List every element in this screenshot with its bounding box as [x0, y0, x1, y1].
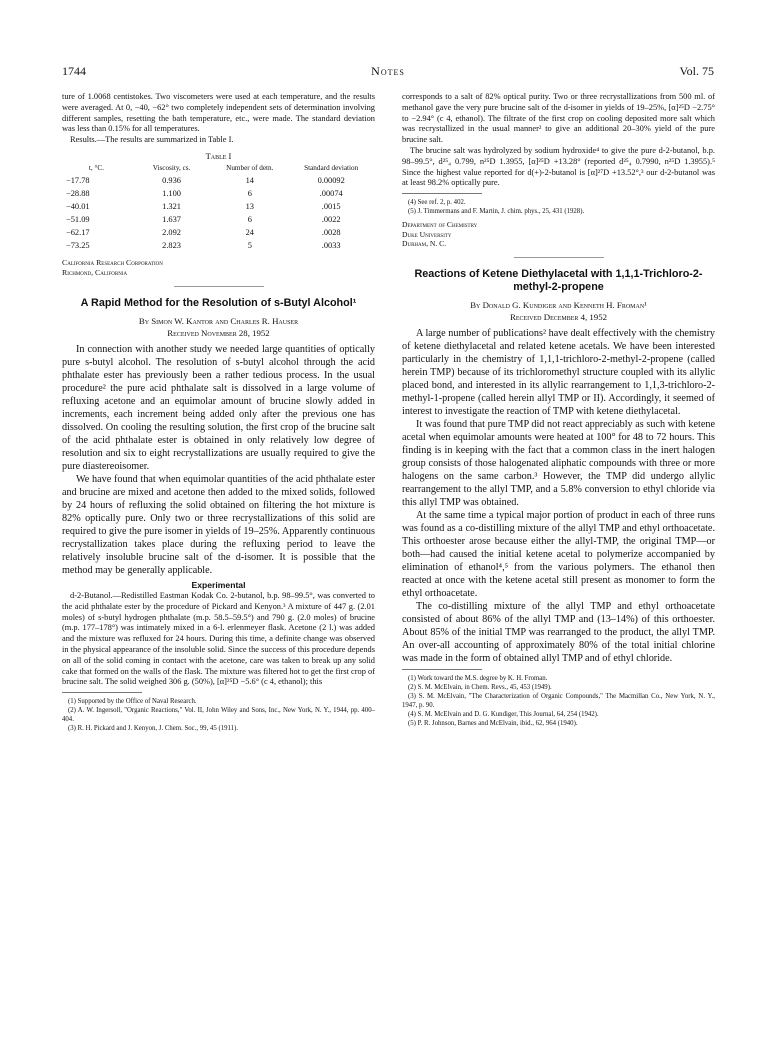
- intro-paragraph: ture of 1.0068 centistokes. Two viscometers were used at each temperature, and the results were averaged. At 0, −40, −62° two completely independent sets of determination involving different samples, resetting the bath temperature, etc., were made. The standard deviation was less than 0.15% for all temperatures.: [62, 92, 375, 134]
- table-cell: 2.092: [162, 227, 181, 237]
- left-column: [62, 92, 375, 733]
- table-cell: .0028: [321, 227, 341, 237]
- footnote: (1) Work toward the M.S. degree by K. H. Froman.: [408, 674, 548, 682]
- table-row: [62, 174, 375, 187]
- footnotes: [402, 669, 715, 728]
- table-cell: 1.637: [162, 214, 181, 224]
- affiliation-line: Durham, N. C.: [402, 239, 447, 249]
- table-header: Viscosity, cs.: [152, 163, 191, 172]
- table-header: Standard deviation: [304, 163, 359, 172]
- footnote: (5) J. Timmermans and F. Martin, J. chim. phys., 25, 431 (1928).: [408, 208, 585, 216]
- table-cell: 2.823: [162, 240, 181, 250]
- table-cell: −73.25: [66, 240, 90, 250]
- footnote: (1) Supported by the Office of Naval Research.: [68, 698, 197, 706]
- viscosity-table: [62, 163, 375, 252]
- table-cell: 24: [245, 227, 254, 237]
- continued-paragraph: corresponds to a salt of 82% optical purity. Two or three recrystallizations from 500 ml. of methanol gave the very pure brucine salt of the d-isomer in yields of 19–25%, [α]²⁵D −2.75° to −2.94° (c 4, ethanol). The filtrate of the first crop on cooling deposited more salt which was recrystallized in the usual manner² to give an additional 20–30% yield of the pure brucine salt.: [402, 92, 715, 145]
- affiliation-line: Richmond, California: [62, 267, 128, 277]
- article-title: A Rapid Method for the Resolution of s-Butyl Alcohol¹: [80, 296, 357, 309]
- affiliation-line: Duke University: [402, 229, 452, 239]
- table-cell: 1.100: [162, 188, 181, 198]
- table-header-row: [62, 163, 375, 174]
- table-cell: 13: [245, 201, 254, 211]
- footnotes: [402, 193, 715, 216]
- table-row: [62, 200, 375, 213]
- body-paragraph: A large number of publications² have dealt effectively with the chemistry of ketene diethylacetal and related ketene acetals. We have been interested particularly in the chemistry of 1,1,1-trichloro-2-methyl-2-propene (called herein TMP) because of its trichloromethyl structure coupled with its allylic placed bond, and interested in its allylic rearrangement to 1,1,3-trichloro-2-methyl-1-propene (called herein allyl TMP or II). Accordingly, it seemed of interest to investigate the reaction of TMP with ketene diethylacetal.: [402, 327, 715, 417]
- volume-number: Vol. 75: [679, 64, 714, 78]
- article-title: Reactions of Ketene Diethylacetal with 1,1,1-Trichloro-2-methyl-2-propene: [414, 267, 703, 293]
- table-cell: −40.01: [66, 201, 90, 211]
- section-divider: [174, 286, 264, 287]
- table-row: [62, 226, 375, 239]
- body-paragraph: It was found that pure TMP did not react appreciably as such with ketene acetal when equimolar amounts were heated at 100° for 48 to 72 hours. This finding is in keeping with the fact that a common class in the inert halogen group consists of those halogenated aliphatic compounds with three or more halogens on the same carbon.³ However, the TMP did undergo allylic rearrangement to the allyl TMP, and a 5.8% conversion to ethyl chloride via this allyl TMP was obtained.: [402, 418, 715, 508]
- article-byline: By Donald G. Kundiger and Kenneth H. Froman¹: [470, 299, 647, 310]
- running-head: Notes: [371, 64, 405, 78]
- footnote: (4) See ref. 2, p. 402.: [408, 199, 466, 207]
- results-line: Results.—The results are summarized in Table I.: [70, 135, 234, 145]
- table-cell: .0033: [321, 240, 341, 250]
- footnote: (2) S. M. McElvain, in Chem. Revs., 45, 453 (1949).: [408, 683, 552, 691]
- footnote-rule: [402, 669, 482, 670]
- table-header: t, °C.: [88, 163, 104, 172]
- table-cell: 5: [247, 240, 252, 250]
- table-cell: −17.78: [66, 175, 90, 185]
- table-cell: 0.936: [162, 175, 181, 185]
- affiliation-line: California Research Corporation: [62, 257, 163, 267]
- footnotes: [62, 692, 375, 733]
- page-header: [62, 64, 714, 84]
- body-paragraph: At the same time a typical major portion of product in each of three runs was found as a co-distilling mixture of the allyl TMP and ethyl orthoacetate. This orthoester arose because either the allyl-TMP, the original TMP—or both—had caused the initial ketene acetal to polymerize accompanied by elimination of ethanol⁴,⁵ from the various polymers. The ethanol then reacted at once with the ketene acetal still present as monomer to form the ethyl orthoacetate.: [402, 509, 715, 599]
- body-paragraph: We have found that when equimolar quantities of the acid phthalate ester and brucine are mixed and acetone then added to the mixed solids, followed by 24 hours of refluxing the solid obtained on filtering the hot mixture is 82% optically pure. Only two or three recrystallizations of this solid are required to give the pure isomer in yields of 19–25%. Apparently continuous recrystallization takes place during the refluxing period to leave the relatively insoluble brucine salt of the d-isomer. It is possible that the method may be generally applicable.: [62, 473, 375, 576]
- footnote: (2) A. W. Ingersoll, "Organic Reactions," Vol. II, John Wiley and Sons, Inc., New York, N. Y., 1944, pp. 400–404.: [62, 707, 375, 724]
- experimental-paragraph: d-2-Butanol.—Redistilled Eastman Kodak Co. 2-butanol, b.p. 98–99.5°, was converted to the acid phthalate ester by the procedure of Pickard and Kenyon.³ A mixture of 447 g. (2.01 moles) of s-butyl hydrogen phthalate (m.p. 58.5–59.5°) and 790 g. (2.0 moles) of brucine (m.p. 177–178°) was intimately mixed in a 6-l. erlenmeyer flask. Acetone (2 l.) was added and the mixture was refluxed for 24 hours. During this time, a definite change was observed in the physical appearance of the insoluble solid. Since the success of this procedure depends on all of the solid coming in contact with the acetone, care was taken to break up any solid cake that formed on the walls of the flask. The mixture was filtered hot to get the first crop of brucine salt. The solid weighed 306 g. (50%), [α]²⁵D −5.6° (c 4, ethanol); this: [62, 590, 375, 687]
- footnote: (3) R. H. Pickard and J. Kenyon, J. Chem. Soc., 99, 45 (1911).: [68, 725, 239, 733]
- table-cell: 1.321: [162, 201, 181, 211]
- table-row: [62, 213, 375, 226]
- received-date: Received November 28, 1952: [167, 327, 270, 338]
- table-cell: .0022: [321, 214, 341, 224]
- continued-paragraph: The brucine salt was hydrolyzed by sodium hydroxide⁴ to give the pure d-2-butanol, b.p. 98–99.5°, d²⁵₄ 0.799, n²⁵D 1.3955, [α]²⁵D +13.28° (reported d²⁵₄ 0.7990, n²⁵D 1.3955).⁵ Since the highest value reported for d(+)-2-butanol is [α]²⁷D +13.52°,³ our d-2-butanol was at least 98.2% optically pure.: [402, 145, 715, 188]
- table-cell: −51.09: [66, 214, 90, 224]
- footnote-rule: [402, 193, 482, 194]
- affiliation-line: Department of Chemistry: [402, 220, 478, 230]
- table-caption: Table I: [205, 150, 232, 161]
- table-row: [62, 239, 375, 252]
- affiliation: [402, 220, 715, 249]
- table-cell: 6: [247, 214, 252, 224]
- table-cell: −28.88: [66, 188, 90, 198]
- table-cell: .00074: [319, 188, 343, 198]
- table-cell: 6: [247, 188, 252, 198]
- footnote: (3) S. M. McElvain, "The Characterization of Organic Compounds," The Macmillan Co., New York, N. Y., 1947, p. 90.: [402, 692, 715, 709]
- table-header: Number of detn.: [226, 163, 274, 172]
- section-divider: [514, 257, 604, 258]
- table-row: [62, 187, 375, 200]
- affiliation: [62, 258, 375, 278]
- section-heading: Experimental: [191, 579, 246, 590]
- page-number: 1744: [62, 64, 86, 78]
- body-paragraph: In connection with another study we needed large quantities of optically pure s-butyl alcohol. The resolution of s-butyl alcohol through the acid phthalate ester has previously been a rather tedious process. In the usual procedure² the pure acid phthalate salt is dissolved in a large volume of refluxing acetone and an equimolar amount of brucine slowly added in increments, each increment being added only after the previous one has dissolved. On cooling the resulting solution, the first crop of the brucine salt of the acid phthalate ester is obtained in only relatively low degree of resolution and six to eight recrystallizations are usually required to give the pure diastereoisomer.: [62, 343, 375, 472]
- table-cell: −62.17: [66, 227, 90, 237]
- table-cell: 0.00092: [317, 175, 345, 185]
- footnote: (4) S. M. McElvain and D. G. Kundiger, This Journal, 64, 254 (1942).: [408, 710, 599, 718]
- received-date: Received December 4, 1952: [509, 311, 607, 322]
- right-column: [402, 92, 715, 728]
- article-byline: By Simon W. Kantor and Charles R. Hauser: [138, 315, 299, 326]
- body-paragraph: The co-distilling mixture of the allyl TMP and ethyl orthoacetate consisted of about 86% of the allyl TMP and (13–14%) of this orthoester. About 85% of the initial TMP was rearranged to the product, the allyl TMP. An over-all accounting of approximately 80% of the total initial chlorine was made in the form of obtained allyl TMP and of ethyl chloride.: [402, 600, 715, 664]
- table-cell: .0015: [321, 201, 341, 211]
- footnote-rule: [62, 692, 142, 693]
- table-cell: 14: [245, 175, 254, 185]
- footnote: (5) P. R. Johnson, Barnes and McElvain, ibid., 62, 964 (1940).: [408, 719, 578, 727]
